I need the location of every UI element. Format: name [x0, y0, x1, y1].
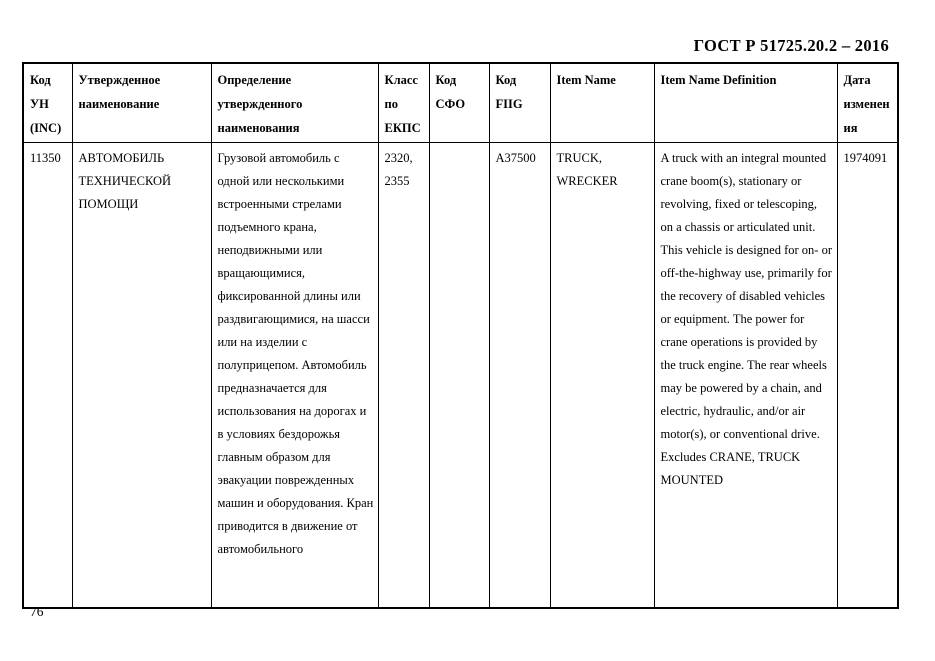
col-header-approved-definition: Определение утвержденного наименования — [211, 63, 378, 143]
cell-item-name: TRUCK, WRECKER — [550, 143, 654, 608]
table-header-row — [23, 63, 898, 143]
cell-approved-definition: Грузовой автомобиль с одной или несколькими встроенными стрелами подъемного крана, неподвижными или вращающимися, фиксированной длины или раздвигающимися, на шасси или на изделии с полуприцепом. Автомобиль предназначается для использования на дорогах и в условиях бездорожья главным образом для эвакуации поврежденных машин и оборудования. Кран приводится в движение от автомобильного — [211, 143, 378, 608]
cell-fiig-code: A37500 — [489, 143, 550, 608]
col-header-ekps-class: Класс по ЕКПС — [378, 63, 429, 143]
cell-item-name-definition: A truck with an integral mounted crane boom(s), stationary or revolving, fixed or telescoping, on a chassis or articulated unit. This vehicle is designed for on- or off-the-highway use, primarily for the recovery of disabled vehicles or equipment. The power for crane operations is provided by the truck engine. The rear wheels may be powered by a chain, and electric, hydraulic, and/or air motor(s), or conventional drive. Excludes CRANE, TRUCK MOUNTED — [654, 143, 837, 608]
col-header-sfo-code: Код СФО — [429, 63, 489, 143]
col-header-fiig-code: Код FIIG — [489, 63, 550, 143]
col-header-change-date: Дата изменения — [837, 63, 898, 143]
col-header-item-name: Item Name — [550, 63, 654, 143]
cell-approved-name: АВТОМОБИЛЬ ТЕХНИЧЕСКОЙ ПОМОЩИ — [72, 143, 211, 608]
col-header-item-name-definition: Item Name Definition — [654, 63, 837, 143]
item-table-container — [22, 62, 899, 609]
cell-change-date: 1974091 — [837, 143, 898, 608]
cell-sfo-code — [429, 143, 489, 608]
table-row — [23, 143, 898, 608]
cell-inc-code: 11350 — [23, 143, 72, 608]
item-name-table — [22, 62, 899, 609]
page-number: 76 — [30, 604, 44, 619]
cell-ekps-class: 2320, 2355 — [378, 143, 429, 608]
col-header-approved-name: Утвержденное наименование — [72, 63, 211, 143]
document-standard-number: ГОСТ Р 51725.20.2 – 2016 — [693, 36, 889, 55]
col-header-inc-code: Код УН (INC) — [23, 63, 72, 143]
